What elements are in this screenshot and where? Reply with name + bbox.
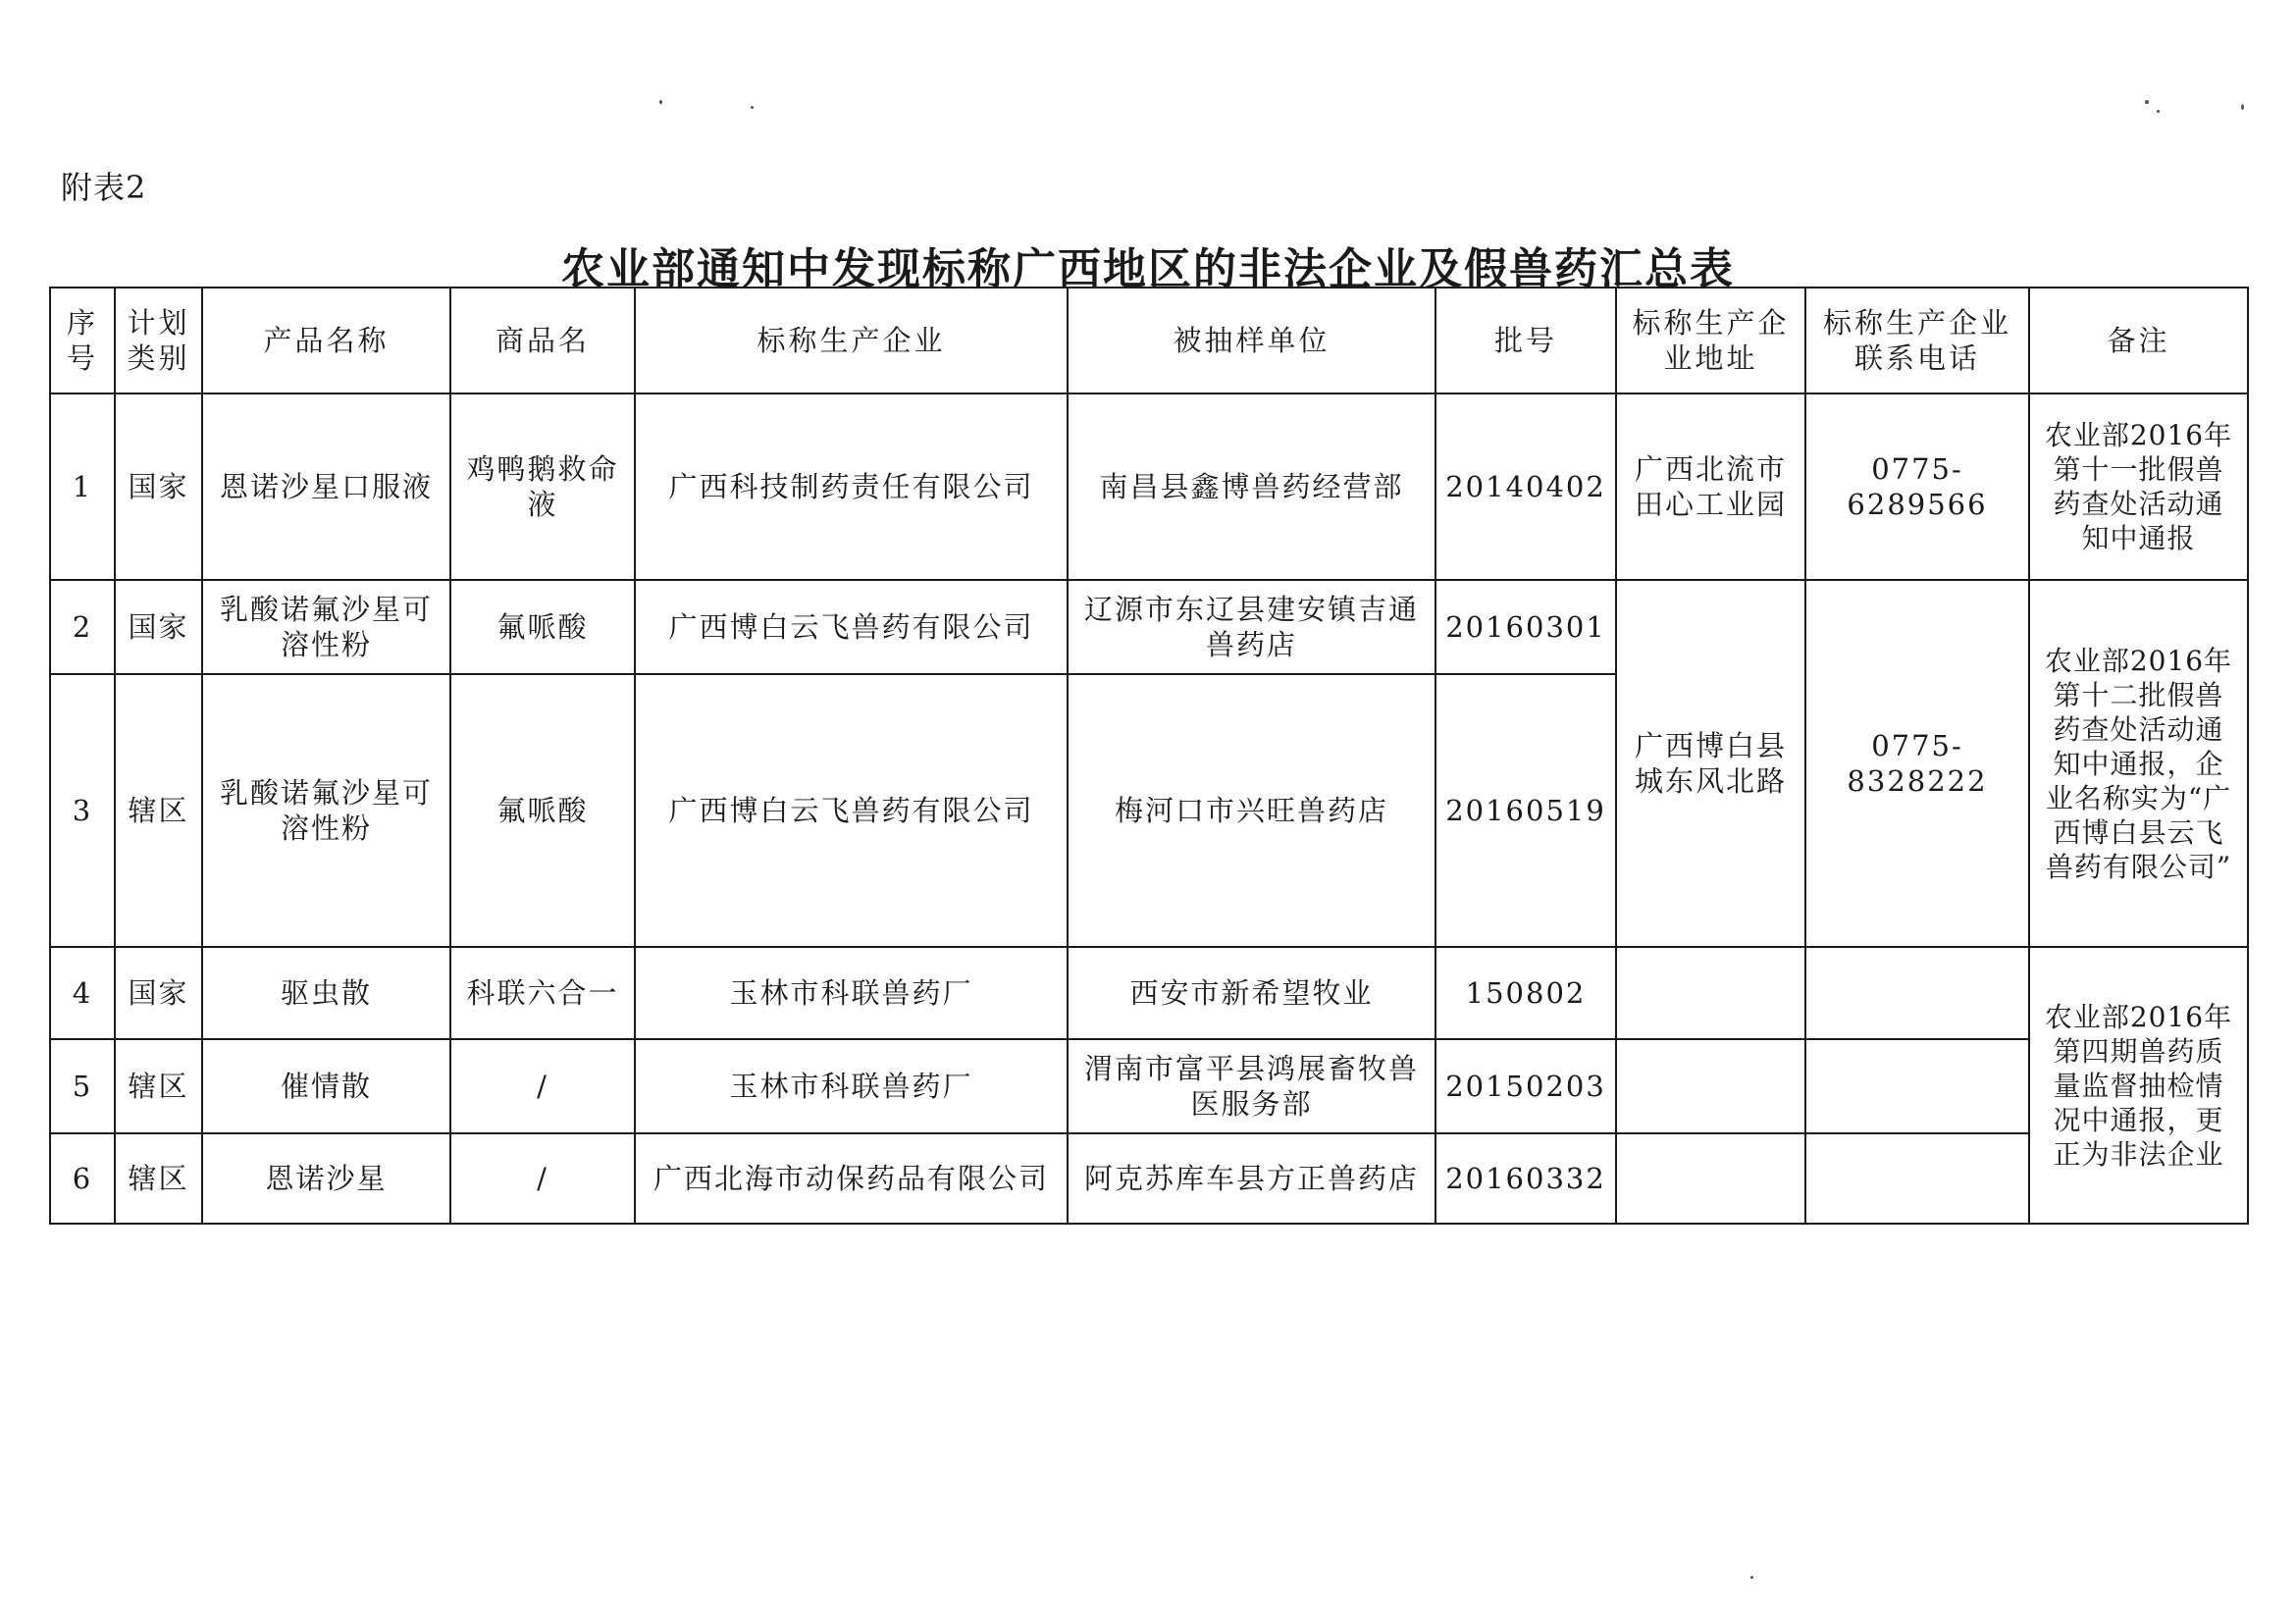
document-title: 农业部通知中发现标称广西地区的非法企业及假兽药汇总表 xyxy=(561,244,1735,294)
cell-sampled-unit: 南昌县鑫博兽药经营部 xyxy=(1068,393,1435,580)
cell-plan-type: 国家 xyxy=(115,393,202,580)
cell-remarks: 农业部2016年第四期兽药质量监督抽检情况中通报，更正为非法企业 xyxy=(2029,947,2248,1224)
table-row xyxy=(50,393,2248,580)
scan-speck xyxy=(2157,110,2160,113)
cell-product-name: 驱虫散 xyxy=(202,947,450,1039)
cell-claimed-manufacturer: 玉林市科联兽药厂 xyxy=(635,947,1068,1039)
cell-product-name: 恩诺沙星口服液 xyxy=(202,393,450,580)
cell-product-name: 催情散 xyxy=(202,1039,450,1133)
header-product-name: 产品名称 xyxy=(202,288,450,393)
summary-table-container xyxy=(49,287,2247,1225)
header-trade-name: 商品名 xyxy=(450,288,635,393)
cell-sampled-unit: 阿克苏库车县方正兽药店 xyxy=(1068,1133,1435,1224)
cell-claimed-phone xyxy=(1805,947,2029,1039)
cell-product-name: 恩诺沙星 xyxy=(202,1133,450,1224)
header-claimed-phone: 标称生产企业联系电话 xyxy=(1805,288,2029,393)
table-row xyxy=(50,580,2248,674)
cell-plan-type: 辖区 xyxy=(115,1133,202,1224)
header-claimed-manufacturer: 标称生产企业 xyxy=(635,288,1068,393)
cell-seq: 5 xyxy=(50,1039,115,1133)
header-sampled-unit: 被抽样单位 xyxy=(1068,288,1435,393)
header-claimed-address: 标称生产企业地址 xyxy=(1616,288,1805,393)
scan-speck xyxy=(751,106,754,109)
cell-product-name: 乳酸诺氟沙星可溶性粉 xyxy=(202,674,450,947)
table-row xyxy=(50,947,2248,1039)
cell-batch-no: 20160301 xyxy=(1435,580,1616,674)
cell-claimed-address xyxy=(1616,1039,1805,1133)
cell-plan-type: 辖区 xyxy=(115,1039,202,1133)
cell-seq: 1 xyxy=(50,393,115,580)
cell-claimed-address xyxy=(1616,947,1805,1039)
cell-seq: 6 xyxy=(50,1133,115,1224)
cell-sampled-unit: 辽源市东辽县建安镇吉通兽药店 xyxy=(1068,580,1435,674)
scan-speck xyxy=(659,100,662,104)
cell-claimed-phone xyxy=(1805,1133,2029,1224)
cell-batch-no: 20160519 xyxy=(1435,674,1616,947)
illegal-enterprise-summary-table xyxy=(49,287,2249,1225)
cell-claimed-address: 广西博白县城东风北路 xyxy=(1616,580,1805,947)
cell-trade-name: / xyxy=(450,1133,635,1224)
table-row xyxy=(50,1039,2248,1133)
cell-seq: 3 xyxy=(50,674,115,947)
cell-claimed-address xyxy=(1616,1133,1805,1224)
cell-claimed-phone: 0775-8328222 xyxy=(1805,580,2029,947)
scan-speck xyxy=(2241,104,2244,110)
cell-claimed-address: 广西北流市田心工业园 xyxy=(1616,393,1805,580)
cell-claimed-manufacturer: 广西博白云飞兽药有限公司 xyxy=(635,674,1068,947)
cell-trade-name: 氟哌酸 xyxy=(450,674,635,947)
cell-trade-name: / xyxy=(450,1039,635,1133)
cell-sampled-unit: 梅河口市兴旺兽药店 xyxy=(1068,674,1435,947)
cell-product-name: 乳酸诺氟沙星可溶性粉 xyxy=(202,580,450,674)
cell-trade-name: 氟哌酸 xyxy=(450,580,635,674)
header-plan-type: 计划类别 xyxy=(115,288,202,393)
cell-claimed-phone: 0775-6289566 xyxy=(1805,393,2029,580)
cell-batch-no: 20160332 xyxy=(1435,1133,1616,1224)
cell-claimed-manufacturer: 广西科技制药责任有限公司 xyxy=(635,393,1068,580)
scan-speck xyxy=(1750,1576,1753,1579)
attachment-label: 附表2 xyxy=(61,169,147,206)
cell-trade-name: 科联六合一 xyxy=(450,947,635,1039)
cell-batch-no: 20140402 xyxy=(1435,393,1616,580)
cell-plan-type: 辖区 xyxy=(115,674,202,947)
header-remarks: 备注 xyxy=(2029,288,2248,393)
cell-sampled-unit: 渭南市富平县鸿展畜牧兽医服务部 xyxy=(1068,1039,1435,1133)
header-batch-no: 批号 xyxy=(1435,288,1616,393)
cell-plan-type: 国家 xyxy=(115,580,202,674)
cell-batch-no: 20150203 xyxy=(1435,1039,1616,1133)
cell-remarks: 农业部2016年第十一批假兽药查处活动通知中通报 xyxy=(2029,393,2248,580)
table-header-row xyxy=(50,288,2248,393)
cell-trade-name: 鸡鸭鹅救命液 xyxy=(450,393,635,580)
cell-batch-no: 150802 xyxy=(1435,947,1616,1039)
table-row xyxy=(50,1133,2248,1224)
cell-sampled-unit: 西安市新希望牧业 xyxy=(1068,947,1435,1039)
cell-claimed-phone xyxy=(1805,1039,2029,1133)
header-seq: 序号 xyxy=(50,288,115,393)
cell-remarks: 农业部2016年第十二批假兽药查处活动通知中通报，企业名称实为“广西博白县云飞兽药有限公司” xyxy=(2029,580,2248,947)
cell-claimed-manufacturer: 广西北海市动保药品有限公司 xyxy=(635,1133,1068,1224)
cell-claimed-manufacturer: 广西博白云飞兽药有限公司 xyxy=(635,580,1068,674)
cell-seq: 2 xyxy=(50,580,115,674)
cell-claimed-manufacturer: 玉林市科联兽药厂 xyxy=(635,1039,1068,1133)
scan-speck xyxy=(2145,100,2149,104)
cell-seq: 4 xyxy=(50,947,115,1039)
cell-plan-type: 国家 xyxy=(115,947,202,1039)
